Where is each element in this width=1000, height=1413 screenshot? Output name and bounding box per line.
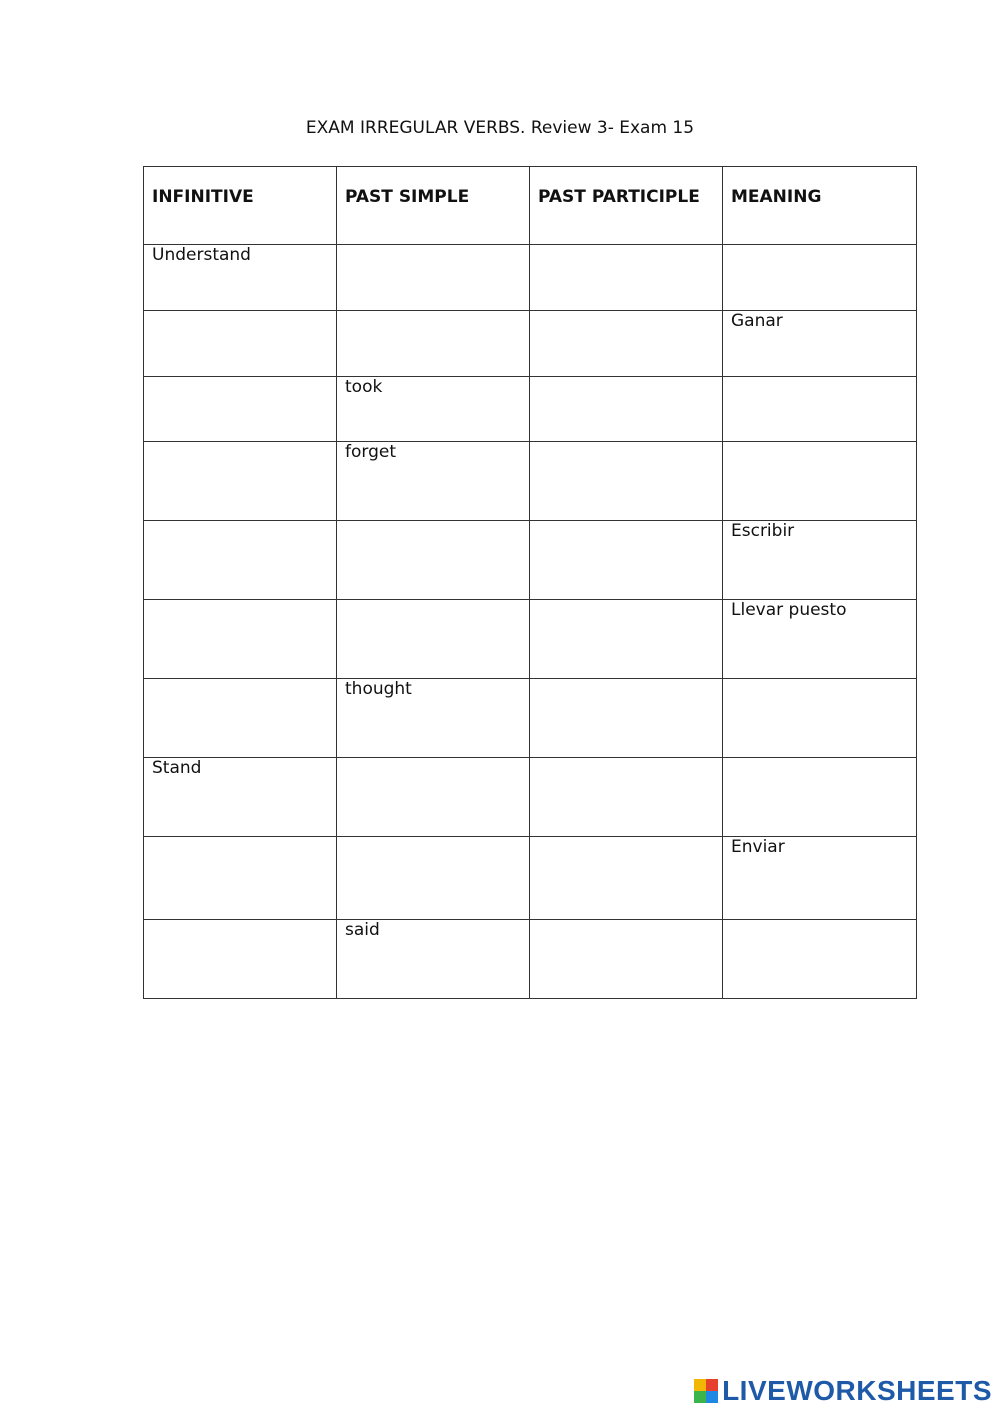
cell-meaning[interactable]: Escribir bbox=[723, 521, 917, 600]
cell-past-simple[interactable]: said bbox=[337, 920, 530, 999]
cell-past-simple[interactable]: took bbox=[337, 377, 530, 442]
cell-infinitive[interactable] bbox=[144, 837, 337, 920]
cell-past-simple[interactable] bbox=[337, 521, 530, 600]
cell-past-simple[interactable]: thought bbox=[337, 679, 530, 758]
header-meaning: MEANING bbox=[723, 167, 917, 245]
cell-meaning[interactable] bbox=[723, 245, 917, 311]
cell-infinitive[interactable] bbox=[144, 920, 337, 999]
cell-past-participle[interactable] bbox=[530, 758, 723, 837]
header-past-simple: PAST SIMPLE bbox=[337, 167, 530, 245]
logo-square-red bbox=[706, 1379, 718, 1391]
logo-text: LIVEWORKSHEETS bbox=[722, 1375, 992, 1406]
table-row bbox=[144, 311, 917, 377]
page-title: EXAM IRREGULAR VERBS. Review 3- Exam 15 bbox=[305, 118, 695, 138]
cell-past-participle[interactable] bbox=[530, 600, 723, 679]
cell-past-participle[interactable] bbox=[530, 442, 723, 521]
liveworksheets-logo[interactable] bbox=[694, 1375, 992, 1407]
cell-infinitive[interactable] bbox=[144, 521, 337, 600]
cell-meaning[interactable]: Enviar bbox=[723, 837, 917, 920]
cell-infinitive[interactable] bbox=[144, 311, 337, 377]
cell-infinitive[interactable] bbox=[144, 377, 337, 442]
cell-past-participle[interactable] bbox=[530, 837, 723, 920]
header-past-participle: PAST PARTICIPLE bbox=[530, 167, 723, 245]
liveworksheets-logo-icon bbox=[694, 1379, 718, 1403]
cell-meaning[interactable]: Llevar puesto bbox=[723, 600, 917, 679]
cell-meaning[interactable] bbox=[723, 920, 917, 999]
cell-meaning[interactable] bbox=[723, 442, 917, 521]
cell-past-simple[interactable] bbox=[337, 600, 530, 679]
cell-infinitive[interactable] bbox=[144, 600, 337, 679]
table-row bbox=[144, 679, 917, 758]
cell-infinitive[interactable]: Stand bbox=[144, 758, 337, 837]
table-row bbox=[144, 600, 917, 679]
cell-infinitive[interactable] bbox=[144, 679, 337, 758]
cell-past-participle[interactable] bbox=[530, 311, 723, 377]
header-infinitive: INFINITIVE bbox=[144, 167, 337, 245]
cell-past-simple[interactable]: forget bbox=[337, 442, 530, 521]
cell-past-participle[interactable] bbox=[530, 245, 723, 311]
cell-infinitive[interactable]: Understand bbox=[144, 245, 337, 311]
table-row bbox=[144, 377, 917, 442]
table-row bbox=[144, 837, 917, 920]
cell-infinitive[interactable] bbox=[144, 442, 337, 521]
logo-square-blue bbox=[706, 1391, 718, 1403]
cell-past-participle[interactable] bbox=[530, 377, 723, 442]
cell-past-simple[interactable] bbox=[337, 758, 530, 837]
table-row bbox=[144, 245, 917, 311]
logo-square-green bbox=[694, 1391, 706, 1403]
cell-meaning[interactable]: Ganar bbox=[723, 311, 917, 377]
cell-meaning[interactable] bbox=[723, 758, 917, 837]
table-row bbox=[144, 521, 917, 600]
cell-past-participle[interactable] bbox=[530, 679, 723, 758]
cell-meaning[interactable] bbox=[723, 377, 917, 442]
table-row bbox=[144, 920, 917, 999]
cell-past-simple[interactable] bbox=[337, 311, 530, 377]
cell-past-simple[interactable] bbox=[337, 245, 530, 311]
cell-past-participle[interactable] bbox=[530, 920, 723, 999]
cell-past-participle[interactable] bbox=[530, 521, 723, 600]
cell-past-simple[interactable] bbox=[337, 837, 530, 920]
table-header-row bbox=[144, 167, 917, 245]
cell-meaning[interactable] bbox=[723, 679, 917, 758]
verbs-table bbox=[143, 166, 917, 999]
table-row bbox=[144, 442, 917, 521]
logo-square-yellow bbox=[694, 1379, 706, 1391]
table-row bbox=[144, 758, 917, 837]
